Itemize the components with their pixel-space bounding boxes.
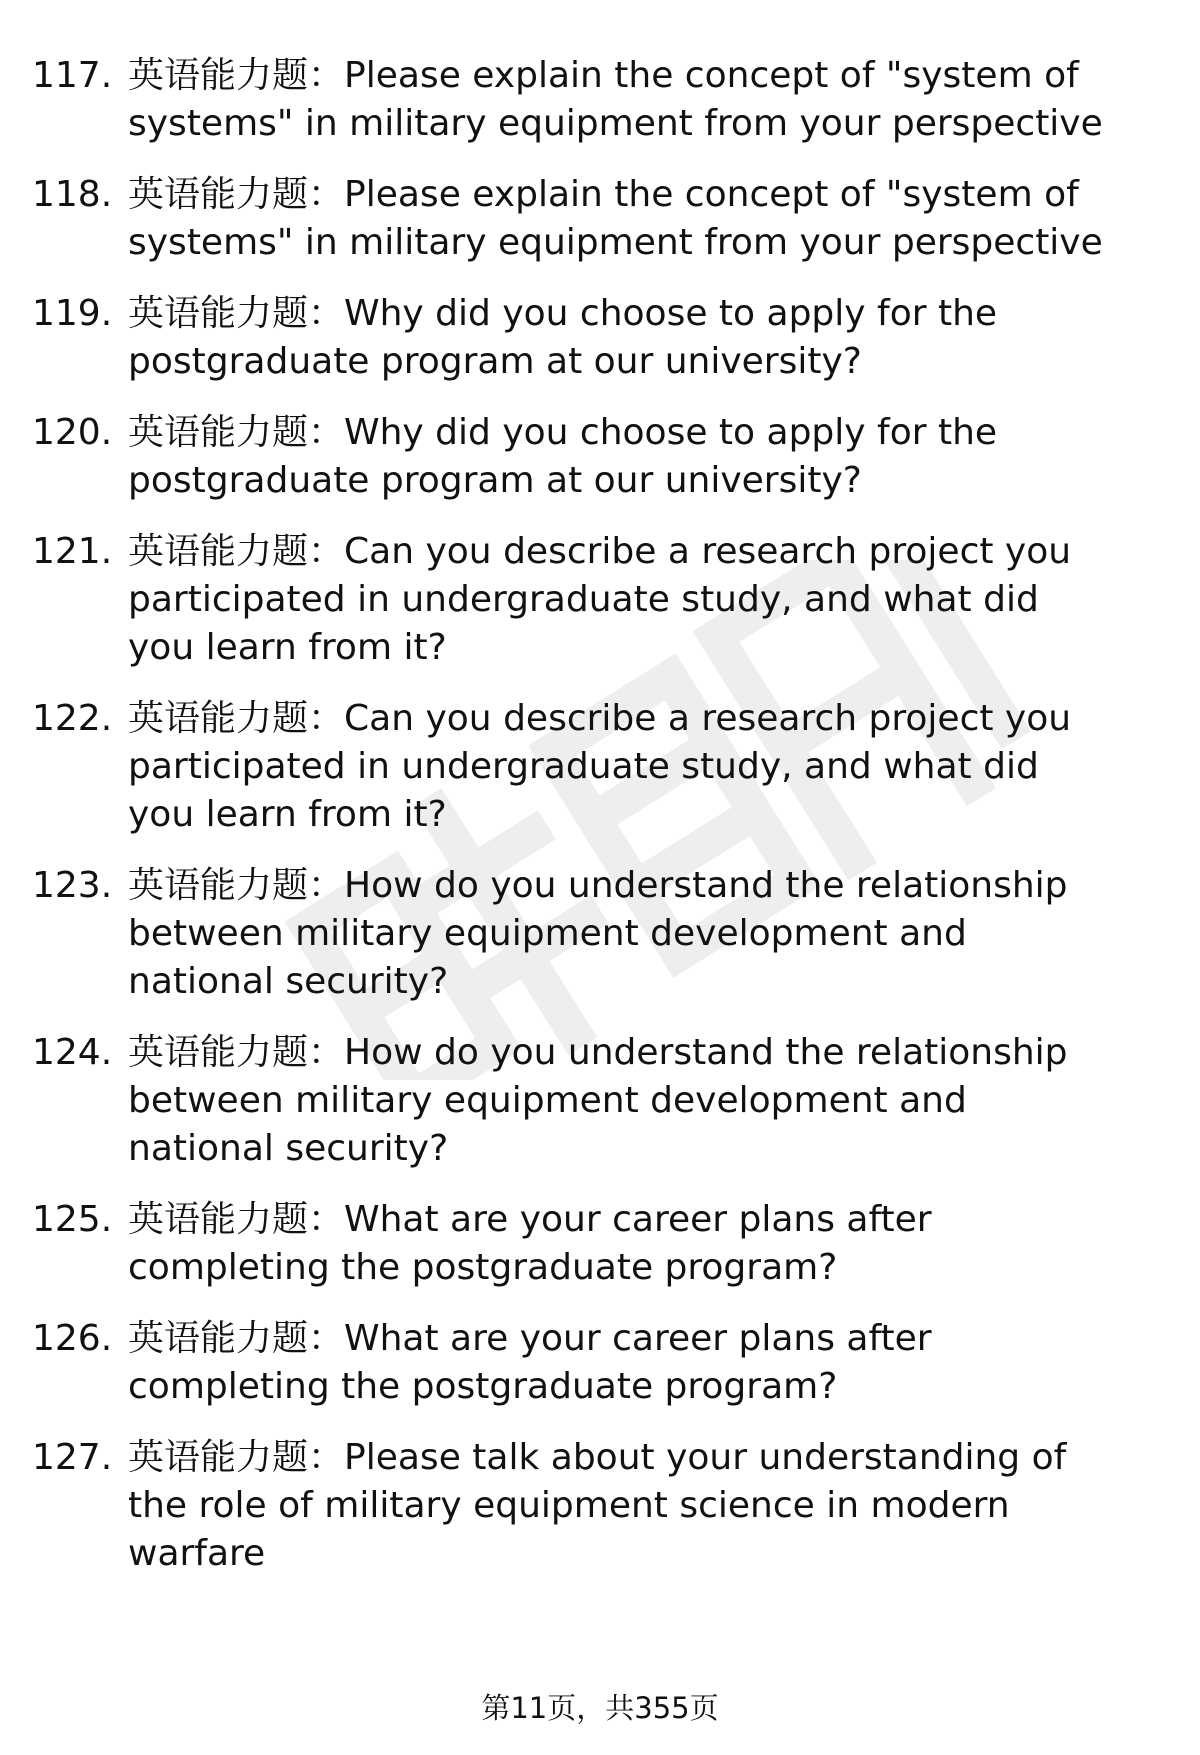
question-category: 英语能力题： xyxy=(128,174,345,215)
question-number: 124. xyxy=(32,1032,113,1073)
question-number: 120. xyxy=(32,412,113,453)
question-list xyxy=(0,52,1200,1601)
question-item xyxy=(0,290,1200,386)
question-text: What are your career plans after completing the postgraduate program? xyxy=(128,1318,932,1407)
question-category: 英语能力题： xyxy=(128,1032,345,1073)
question-body xyxy=(128,409,1112,505)
question-item xyxy=(0,171,1200,267)
question-category: 英语能力题： xyxy=(128,293,345,334)
question-category: 英语能力题： xyxy=(128,1318,345,1359)
question-text: Can you describe a research project you participated in undergraduate study, and what did you learn from it? xyxy=(128,698,1072,835)
question-body xyxy=(128,695,1112,839)
question-text: Why did you choose to apply for the postgraduate program at our university? xyxy=(128,412,998,501)
question-text: Please explain the concept of "system of systems" in military equipment from your perspective xyxy=(128,55,1103,144)
question-item xyxy=(0,528,1200,672)
question-category: 英语能力题： xyxy=(128,698,345,739)
question-number: 122. xyxy=(32,698,113,739)
question-body xyxy=(128,52,1112,148)
question-text: Can you describe a research project you participated in undergraduate study, and what did you learn from it? xyxy=(128,531,1072,668)
page-number-label: 第11页，共355页 xyxy=(481,1691,719,1725)
question-body xyxy=(128,1029,1112,1173)
question-text: How do you understand the relationship between military equipment development and national security? xyxy=(128,1032,1068,1169)
question-item xyxy=(0,695,1200,839)
question-number: 125. xyxy=(32,1199,113,1240)
question-item xyxy=(0,409,1200,505)
question-body xyxy=(128,1196,1112,1292)
question-item xyxy=(0,1029,1200,1173)
question-body xyxy=(128,290,1112,386)
question-body xyxy=(128,1434,1112,1578)
question-item xyxy=(0,1434,1200,1578)
question-text: What are your career plans after completing the postgraduate program? xyxy=(128,1199,932,1288)
question-number: 123. xyxy=(32,865,113,906)
question-category: 英语能力题： xyxy=(128,55,345,96)
page-footer xyxy=(0,1688,1200,1728)
question-number: 126. xyxy=(32,1318,113,1359)
question-category: 英语能力题： xyxy=(128,531,345,572)
question-item xyxy=(0,862,1200,1006)
question-category: 英语能力题： xyxy=(128,1199,345,1240)
question-category: 英语能力题： xyxy=(128,1437,345,1478)
question-number: 121. xyxy=(32,531,113,572)
question-text: Please explain the concept of "system of systems" in military equipment from your perspective xyxy=(128,174,1103,263)
question-category: 英语能力题： xyxy=(128,412,345,453)
question-text: How do you understand the relationship between military equipment development and national security? xyxy=(128,865,1068,1002)
question-number: 117. xyxy=(32,55,113,96)
question-body xyxy=(128,862,1112,1006)
question-number: 127. xyxy=(32,1437,113,1478)
question-number: 118. xyxy=(32,174,113,215)
question-item xyxy=(0,1315,1200,1411)
question-item xyxy=(0,52,1200,148)
question-category: 英语能力题： xyxy=(128,865,345,906)
question-body xyxy=(128,528,1112,672)
question-item xyxy=(0,1196,1200,1292)
question-body xyxy=(128,171,1112,267)
question-text: Please talk about your understanding of the role of military equipment science in modern warfare xyxy=(128,1437,1067,1574)
question-text: Why did you choose to apply for the postgraduate program at our university? xyxy=(128,293,998,382)
question-number: 119. xyxy=(32,293,113,334)
question-body xyxy=(128,1315,1112,1411)
